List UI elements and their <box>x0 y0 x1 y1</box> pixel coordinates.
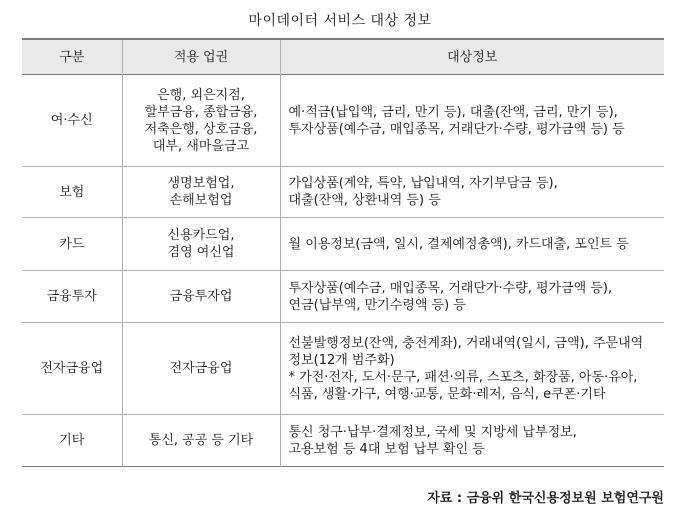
info-line: 가입상품(계약, 특약, 납입내역, 자기부담금 등), <box>288 176 558 191</box>
info-line: 예·적금(납입액, 금리, 만기 등), 대출(잔액, 금리, 만기 등), <box>288 104 618 120</box>
row-category: 기타 <box>59 433 85 448</box>
row-info <box>280 75 664 167</box>
row-info <box>280 323 664 415</box>
industry-line: 할부금융, 종합금융, <box>144 104 258 120</box>
table-header-row <box>22 39 664 75</box>
row-info <box>280 415 664 467</box>
table-row <box>22 218 664 271</box>
row-category: 보험 <box>59 184 85 200</box>
industry-line: 통신, 공공 등 기타 <box>148 433 254 448</box>
row-industry <box>122 323 280 415</box>
industry-line: 손해보험업 <box>169 193 233 208</box>
table-row <box>22 167 664 218</box>
row-industry <box>122 271 280 323</box>
info-line: 고용보험 등 4대 보험 납부 확인 등 <box>288 441 485 457</box>
row-industry <box>122 75 280 167</box>
row-industry <box>122 167 280 218</box>
row-category: 카드 <box>59 236 85 252</box>
row-industry <box>122 415 280 467</box>
info-line: 통신 청구·납부·결제정보, 국세 및 지방세 납부정보, <box>288 424 577 440</box>
table-row <box>22 271 664 323</box>
industry-line: 대부, 새마을금고 <box>152 138 250 154</box>
row-info <box>280 218 664 271</box>
source-note: 자료 : 금융위 한국신용정보원 보험연구원 <box>427 491 664 506</box>
info-line: 대출(잔액, 상환내역 등) 등 <box>288 193 441 208</box>
row-category: 여·수신 <box>50 113 93 128</box>
industry-line: 은행, 외은지점, <box>157 87 245 103</box>
industry-line: 생명보험업, <box>167 176 235 191</box>
info-line: 투자상품(예수금, 매입종목, 거래단가·수량, 평가금액 등) 등 <box>288 121 625 137</box>
info-line: 투자상품(예수금, 매입종목, 거래단가·수량, 평가금액 등), <box>288 280 613 296</box>
row-category: 전자금융업 <box>40 361 104 376</box>
industry-line: 저축은행, 상호금융, <box>144 121 258 137</box>
table-row <box>22 75 664 167</box>
info-line: 선불발행정보(잔액, 충전계좌), 거래내역(일시, 금액), 주문내역 <box>288 335 644 351</box>
row-info <box>280 271 664 323</box>
industry-line: 금융투자업 <box>169 289 233 304</box>
info-line: 정보(12개 범주화) <box>288 352 395 368</box>
row-category: 금융투자 <box>46 289 97 304</box>
info-line: 식품, 생활·가구, 여행·교통, 문화·레저, 음식, e쿠폰·기타 <box>288 386 606 402</box>
info-line: 월 이용정보(금액, 일시, 결제예정총액), 카드대출, 포인트 등 <box>288 236 629 252</box>
header-category: 구분 <box>22 39 122 75</box>
industry-line: 겸영 여신업 <box>167 245 235 260</box>
info-line: * 가전·전자, 도서·문구, 패션·의류, 스포츠, 화장품, 아동·유아, <box>288 369 638 385</box>
info-line: 연금(납부액, 만기수령액 등) 등 <box>288 297 466 313</box>
page-title: 마이데이터 서비스 대상 정보 <box>248 13 432 29</box>
industry-line: 전자금융업 <box>169 361 233 376</box>
header-info: 대상정보 <box>280 39 664 75</box>
table-row <box>22 415 664 467</box>
row-industry <box>122 218 280 271</box>
data-table <box>22 38 664 467</box>
header-industry: 적용 업권 <box>122 39 280 75</box>
table-row <box>22 323 664 415</box>
industry-line: 신용카드업, <box>167 228 235 243</box>
row-info <box>280 167 664 218</box>
